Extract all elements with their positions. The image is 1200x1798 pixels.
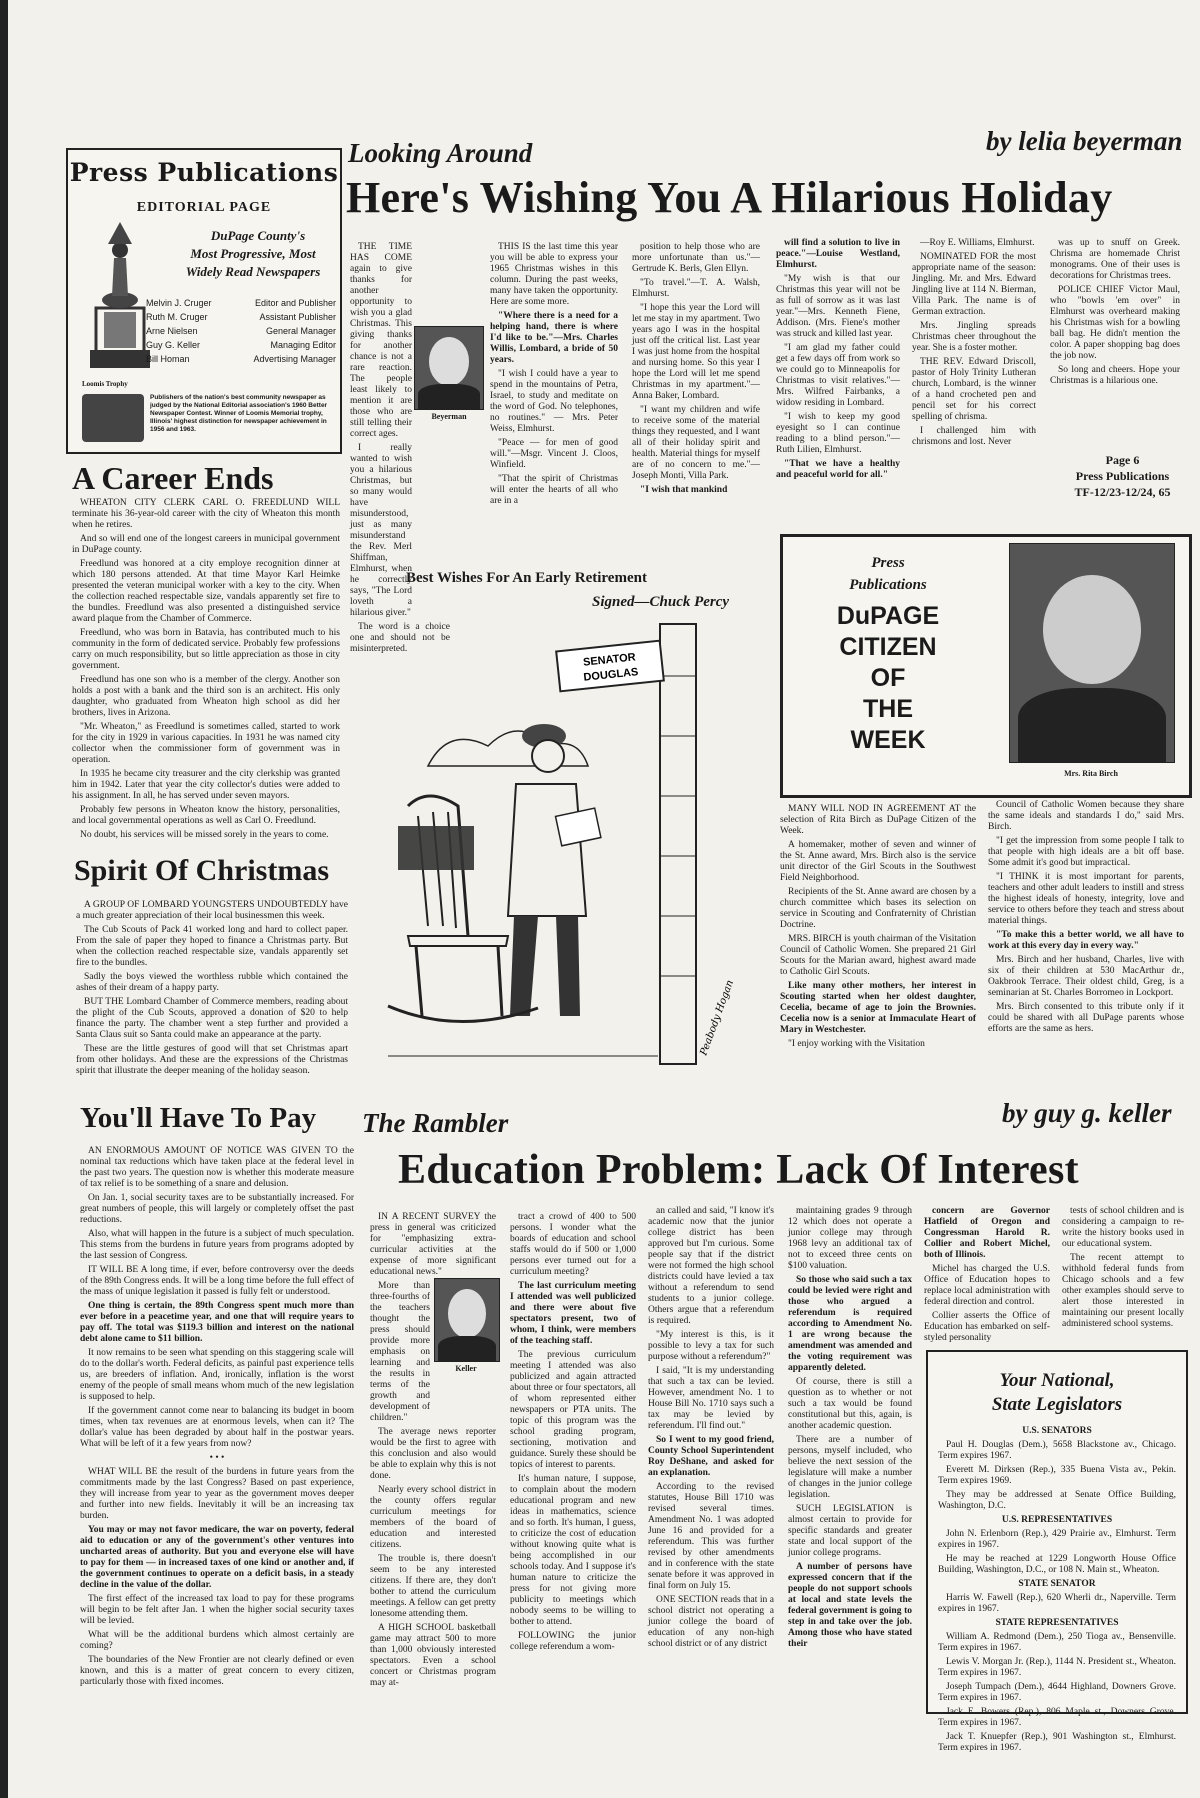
entry: Paul H. Douglas (Dem.), 5658 Blackstone av., Chicago. Term expires 1967.	[938, 1440, 1176, 1461]
paragraph: FOLLOWING the junior college referendum a wom-	[510, 1631, 636, 1652]
paragraph: "Mr. Wheaton," as Freedlund is sometimes called, started to work for the city in 1929 in various capacities. In 1931 he was named city collector when the commissioner form of government was in operation.	[72, 722, 340, 765]
paragraph: "That we have a healthy and peaceful world for all."	[776, 459, 900, 480]
paragraph: In 1935 he became city treasurer and the city clerkship was granted him in 1942. Later that year the city collector's duties were added to his assignment. In all, he has served under seven mayors.	[72, 769, 340, 801]
paragraph: A HIGH SCHOOL basketball game may attract 500 to more than 1,000 obviously interested spectators. Even a school concert or Christmas program may at-	[370, 1623, 496, 1688]
paragraph: "My interest is this, is it possible to levy a tax for such purpose without a referendum?"	[648, 1330, 774, 1362]
paragraph: A number of persons have expressed concern that if the people do not support schools at local and state levels the federal government is going to step in and take over the job. Among those who have stated their	[788, 1562, 912, 1649]
citizen-kicker-1: Press	[871, 555, 905, 571]
paragraph: Like many other mothers, her interest in Scouting started when her oldest daughter, Cecelia, became of age to join the Brownies. Cecelia now is a senior at Immaculate Heart of Mary in Westchester.	[780, 981, 976, 1035]
paragraph: These are the little gestures of good will that set Christmas apart from other holidays. And these are the expressions of the Christmas spirit that illustrate the deeper meaning of the holiday season.	[76, 1044, 348, 1076]
section-heading: STATE SENATOR	[1018, 1579, 1096, 1589]
paragraph: Michel has charged the U.S. Office of Education hopes to replace local administration with federal direction and control.	[924, 1264, 1050, 1307]
paragraph: It's human nature, I suppose, to complain about the modern educational program and new ideas in mathematics, science and so forth. It's human, I guess, to criticize the cost of education without knowing quite what is being accomplished in our schools today. And I suppose it's human nature to criticize the press for not giving more publicity to meetings which nobody seems to be willing to bother to attend.	[510, 1474, 636, 1627]
looking-col-4	[776, 238, 900, 554]
beyerman-photo	[414, 326, 484, 410]
paragraph: "I enjoy working with the Visitation	[788, 1039, 925, 1049]
entry: Jack T. Knuepfer (Rep.), 901 Washington st., Elmhurst. Term expires in 1967.	[938, 1732, 1176, 1753]
entry: John N. Erlenborn (Rep.), 429 Prairie av., Elmhurst. Term expires in 1967.	[938, 1529, 1176, 1550]
paragraph: Mrs. Birch and her husband, Charles, live with six of their children at 530 MacArthur dr., Oakbrook Terrace. Their oldest child, Greg, is a seminarian at St. Charles Borromeo in Lockport.	[988, 955, 1184, 998]
entry: Jack E. Bowers (Rep.), 806 Maple st., Downers Grove. Term expires in 1967.	[938, 1707, 1176, 1728]
pay-body	[80, 1146, 354, 1792]
paragraph: Council of Catholic Women because they share the same ideals and standards I do," said Mrs. Birch.	[988, 800, 1184, 832]
looking-col-3	[632, 242, 760, 554]
paragraph: MANY WILL NOD IN AGREEMENT AT the selection of Rita Birch as DuPage Citizen of the Week.	[780, 804, 976, 836]
keller-photo	[434, 1278, 500, 1362]
rambler-col-3	[648, 1206, 774, 1792]
paragraph: SUCH LEGISLATION is almost certain to provide for specific standards and greater state and local support of the junior college programs.	[788, 1504, 912, 1558]
rita-birch-photo	[1009, 543, 1175, 763]
staff-name: Ruth M. Cruger	[146, 312, 208, 322]
paragraph: "Where there is a need for a helping hand, there is where I'd like to be."—Mrs. Charles Willis, Lombard, a bride of 50 years.	[490, 311, 618, 365]
paragraph: Collier asserts the Office of Education has embarked on self-styled personality	[924, 1311, 1050, 1343]
cartoon-signed: Signed—Chuck Percy	[592, 594, 730, 610]
paragraph: The first effect of the increased tax load to pay for these programs will begin to be felt after Jan. 1 when the higher social security taxes will be levied.	[80, 1594, 354, 1626]
paragraph: So long and cheers. Hope your Christmas is a hilarious one.	[1050, 365, 1180, 386]
rambler-col-4	[788, 1206, 912, 1792]
citizen-title-line: WEEK	[850, 726, 926, 754]
spirit-headline: Spirit Of Christmas	[74, 854, 329, 887]
staff-role: Assistant Publisher	[259, 312, 336, 322]
entry: Lewis V. Morgan Jr. (Rep.), 1144 N. President st., Wheaton. Term expires in 1967.	[938, 1657, 1176, 1678]
paragraph: The previous curriculum meeting I attended was also publicized and again attracted about three or four spectators, all of whom represented either newspapers or PTA units. The topic of this program was the school grading program, sectioning, motivation and guidance. Surely these should be topics of interest to parents.	[510, 1350, 636, 1470]
citizen-title-line: DuPAGE	[836, 602, 940, 630]
pay-headline: You'll Have To Pay	[80, 1102, 317, 1134]
paragraph: "That the spirit of Christmas will enter the hearts of all who are in a	[490, 474, 618, 506]
paragraph: POLICE CHIEF Victor Maul, who "bowls 'em over" in Elmhurst was overheard making his Christmas wish for a bowling ball bag. He didn't mention the color. A paper shopping bag does the job now.	[1050, 285, 1180, 361]
paragraph: concern are Governor Hatfield of Oregon and Congressman Harold R. Collier and Robert Michel, both of Illinois.	[924, 1206, 1050, 1260]
paragraph: Nearly every school district in the county offers regular curriculum meetings for members of the board of education and interested citizens.	[370, 1485, 496, 1550]
paragraph: position to help those who are more unfortunate than us."—Gertrude K. Berls, Glen Ellyn.	[632, 242, 760, 274]
trophy-label: Loomis Trophy	[82, 380, 128, 388]
paragraph: THIS IS the last time this year you will be able to express your 1965 Christmas wishes in this column. During the past weeks, many have taken the opportunity. Here are some more.	[490, 242, 618, 307]
paragraph: THE TIME HAS COME again to give thanks for another opportunity to wish you a glad Christmas. This giving thanks for another chance is not a rare reaction. The people least likely to mention it are those who are still telling their correct ages.	[350, 242, 412, 439]
paragraph: IN A RECENT SURVEY the press in general was criticized for "emphasizing extra-curricular activities at the expense of more significant educational news."	[370, 1212, 496, 1277]
paragraph: Also, what will happen in the future is a subject of much speculation. This stems from the burdens in future years from programs adopted by the last session of Congress.	[80, 1229, 354, 1261]
rambler-col-5	[924, 1206, 1050, 1342]
paragraph: "My wish is that our Christmas this year will not be as full of sorrow as it was last year."—Mrs. Kenneth Fiene, Addison. (Mrs. Fiene's mother was struck and killed last year.	[776, 274, 900, 339]
photo-caption: Keller	[455, 1364, 477, 1373]
cartoon-sign-line-1: SENATOR	[582, 651, 637, 669]
looking-around-byline: by lelia beyerman	[986, 126, 1183, 156]
rambler-col-2	[510, 1212, 636, 1792]
legislators-list	[938, 1426, 1176, 1753]
citizen-col-2	[988, 800, 1184, 1086]
paragraph: "I wish that mankind	[640, 485, 728, 495]
rambler-headline: Education Problem: Lack Of Interest	[398, 1147, 1079, 1193]
page-edition: TF-12/23-12/24, 65	[1074, 485, 1171, 499]
paragraph: WHAT WILL BE the result of the burdens in future years from the commitments made by the last Congress? Based on past experience, they will increase from year to year as the government moves deeper and further into new fields. Inevitably it will be an increasing tax burden.	[80, 1467, 354, 1521]
paragraph: I said, "It is my understanding that such a tax can be levied. However, amendment No. 1 to House Bill No. 1710 says such a tax may be levied by referendum. I'll find out."	[648, 1366, 774, 1431]
paragraph: Mrs. Birch consented to this tribute only if it could be shared with all DuPage parents whose efforts are the same as hers.	[988, 1002, 1184, 1034]
paragraph: Mrs. Jingling spreads Christmas cheer throughout the year. She is a foster mother.	[912, 321, 1036, 353]
staff-name: Guy G. Keller	[146, 340, 201, 350]
paragraph: A GROUP OF LOMBARD YOUNGSTERS UNDOUBTEDLY have a much greater appreciation of their local businessmen this week.	[76, 900, 348, 921]
paragraph: The Cub Scouts of Pack 41 worked long and hard to collect paper. From the sale of paper they hoped to finance a Christmas party. But when the collection reached respectable size, vandals apparently set fire to the bundles.	[76, 925, 348, 968]
citizen-title-line: CITIZEN	[839, 633, 937, 661]
looking-col-5	[912, 238, 1036, 554]
section-heading: U.S. REPRESENTATIVES	[1001, 1515, 1113, 1525]
paragraph: And so will end one of the longest careers in municipal government in DuPage county.	[72, 534, 340, 555]
paragraph: Probably few persons in Wheaton know the history, personalities, and local governmental operations as well as Carl O. Freedlund.	[72, 805, 340, 826]
award-badge	[82, 394, 144, 442]
paragraph: The average news reporter would be the first to agree with this conclusion and also would be able to explain why this is not done.	[370, 1427, 496, 1481]
paragraph: tests of school children and is considering a campaign to re-write the history books used in our educational system.	[1062, 1206, 1184, 1249]
legislators-title-2: State Legislators	[991, 1394, 1123, 1415]
paragraph: IT WILL BE A long time, if ever, before controversy over the deeds of the 89th Congress ends. It will be a long time before the full effect of the mass of unique legislation it passed is fully felt or understood.	[80, 1265, 354, 1297]
paragraph: Sadly the boys viewed the worthless rubble which contained the ashes of their dream of a happy party.	[76, 972, 348, 993]
paragraph: The boundaries of the New Frontier are not clearly defined or even known, and this is a matter of great concern to every citizen, particularly those with fixed incomes.	[80, 1655, 354, 1687]
rambler-kicker: The Rambler	[362, 1108, 509, 1138]
paragraph: It now remains to be seen what spending on this staggering scale will do to the dollar's worth. Federal deficits, as painful past experience tells us, are breeders of inflation. And, ironically, inflation is the worst enemy of the people of small means whom much of the new legislation is supposed to help.	[80, 1348, 354, 1402]
legislators-box	[926, 1350, 1188, 1753]
paragraph: You may or may not favor medicare, the war on poverty, federal aid to education or any of the government's other ventures into uncharted areas of authority. But you and everyone else will have to pay for them — in increased taxes of one kind or another and, if the government continues to operate on a deficit basis, in a steady decline in the value of the dollar.	[80, 1525, 354, 1590]
entry: Harris W. Fawell (Rep.), 620 Wherli dr., Naperville. Term expires in 1967.	[938, 1593, 1176, 1614]
paragraph: an called and said, "I know it's academic now that the junior college district has been approved but I'm curious. Some people say that if the district were not formed the high school districts could have levied a tax without a referendum to send students to a junior college. Others argue that a referendum is required.	[648, 1206, 774, 1326]
paragraph: tract a crowd of 400 to 500 persons. I wonder what the boards of education and school staffs would do if 500 or 1,000 persons ever turned out for a curriculum meeting?	[510, 1212, 636, 1277]
page-number: Page 6	[1105, 453, 1140, 467]
citizen-title-line: OF	[870, 664, 906, 692]
looking-around-kicker: Looking Around	[348, 138, 533, 168]
paragraph: Recipients of the St. Anne award are chosen by a church committee which bases its selection on service in Scouting and Confraternity of Christian Doctrine.	[780, 887, 976, 930]
paragraph: THE REV. Edward Driscoll, pastor of Holy Trinity Lutheran church, Lombard, is the winner of a hand crocheted pen and pencil set for his correct spelling of chrisma.	[912, 357, 1036, 422]
paragraph: "I get the impression from some people I talk to that people with high ideals are a bit off base. Some admit it's good but impractical.	[988, 836, 1184, 868]
section-heading: U.S. SENATORS	[1022, 1426, 1092, 1436]
rambler-byline: by guy g. keller	[1002, 1098, 1172, 1128]
cartoon-sign-line-2: DOUGLAS	[582, 666, 639, 684]
photo-caption: Mrs. Rita Birch	[1064, 769, 1118, 778]
paragraph: "To make this a better world, we all have to work at this every day in every way."	[988, 930, 1184, 951]
masthead-name: Press Publications	[69, 158, 339, 187]
staff-name: Melvin J. Cruger	[146, 298, 212, 308]
paragraph: I really wanted to wish you a hilarious Christmas, but so many would have misunderstood, just as many misunderstand the Rev. Merl Shiffman, Elmhurst, when he correctly says, "The Lord loveth a hilarious giver."	[350, 443, 412, 618]
retirement-cartoon	[388, 616, 778, 1094]
page-info	[1060, 452, 1185, 500]
paragraph: Freedlund has one son who is a member of the clergy. Another son holds a post with a bank and the third son is an architect. His only daughter, who graduated from Wheaton high school as did her brothers, lives in Arizona.	[72, 675, 340, 718]
paragraph: "I am glad my father could get a few days off from work so we could go to Minneapolis for Christmas to visit relatives."—Mrs. Wilfred Fairbanks, a widow residing in Lombard.	[776, 343, 900, 408]
career-headline: A Career Ends	[72, 460, 274, 496]
page-paper: Press Publications	[1075, 469, 1170, 483]
paragraph: —Roy E. Williams, Elmhurst.	[920, 238, 1035, 248]
staff-role: Advertising Manager	[253, 354, 336, 364]
entry: Everett M. Dirksen (Rep.), 335 Buena Vista av., Pekin. Term expires 1969.	[938, 1465, 1176, 1486]
citizen-kicker-2: Publications	[849, 577, 927, 593]
paragraph: BUT THE Lombard Chamber of Commerce members, reading about the plight of the Cub Scouts, approved a donation of $20 to help finance the party. The chamber went a step further and provided a Santa Claus suit so Santa could make an appearance at the party.	[76, 997, 348, 1040]
paragraph: ONE SECTION reads that in a school district not operating a junior college the board of education of any non-high school district or of any district	[648, 1595, 774, 1649]
citizen-col-1	[780, 804, 976, 1086]
slogan-line-2: Most Progressive, Most	[190, 246, 316, 261]
looking-col-6	[1050, 238, 1180, 438]
staff-role: Editor and Publisher	[254, 298, 336, 308]
masthead-box	[66, 148, 342, 454]
paragraph: NOMINATED FOR the most appropriate name of the season: Jingling. Mr. and Mrs. Edward Jingling live at 114 N. Bierman, Villa Park. The name is of German extraction.	[912, 252, 1036, 317]
paragraph: According to the revised statutes, House Bill 1710 was revised several times. Amendment No. 1 was adopted June 16 and provided for a referendum. This was further revised by other amendments and in conference with the state senate before it was approved in final form on July 15.	[648, 1482, 774, 1591]
cartoon-caption: Best Wishes For An Early Retirement	[406, 570, 647, 586]
paragraph: "I THINK it is most important for parents, teachers and other adult leaders to instill and stress the highest ideals of honesty, integrity, love and service to others before they teach and stress about material things.	[988, 872, 1184, 926]
staff-list	[146, 298, 336, 368]
paragraph: Of course, there is still a question as to whether or not such a tax would be found constitutional but this, again, is another academic question.	[788, 1377, 912, 1431]
paragraph: More than three-fourths of the teachers thought the press should provide more emphasis on learning and the results in terms of the growth and development of children."	[370, 1281, 430, 1423]
paragraph: The word is a choice one and should not be misinterpreted.	[350, 622, 450, 654]
citizen-title-line: THE	[863, 695, 913, 723]
staff-role: General Manager	[265, 326, 336, 336]
paragraph: "I want my children and wife to receive some of the material things they requested, and I want all of their holiday spirit and health. Material things for myself are of no concern to me."—Joseph Monti, Villa Park.	[632, 405, 760, 481]
left-edge	[0, 0, 8, 1798]
photo-caption: Beyerman	[431, 412, 467, 421]
slogan-line-1: DuPage County's	[210, 228, 306, 243]
rambler-col-6	[1062, 1206, 1184, 1342]
paragraph: "To travel."—T. A. Walsh, Elmhurst.	[632, 278, 760, 299]
paragraph: "I hope this year the Lord will let me stay in my apartment. Two years ago I was in the hospital just off the critical list. Last year I was just home from the hospital and nursing home. So this year I hope the Lord will let me spend Christmas in my apartment."—Anna Baker, Lombard.	[632, 303, 760, 401]
paragraph: On Jan. 1, social security taxes are to be substantially increased. For great numbers of people, this will largely or completely offset the past reductions.	[80, 1193, 354, 1225]
paragraph: "I wish to keep my good eyesight so I can continue reading to a blind person."—Ruth Lilien, Elmhurst.	[776, 412, 900, 455]
slogan-line-3: Widely Read Newspapers	[185, 264, 321, 279]
masthead-section: EDITORIAL PAGE	[136, 200, 272, 215]
paragraph: Freedlund was honored at a city employe recognition dinner at which 180 persons attended. At that time Mayor Karl Heimke presented the veteran municipal worker with a key to the city. When the collection reached respectable size, vandals apparently set fire to the bundles. Freedlund was also presented a distinguished service award plaque from the Chamber of Commerce.	[72, 559, 340, 624]
paragraph: There are a number of persons, myself included, who believe the next session of the legislature will make a number of changes in the junior college legislation.	[788, 1435, 912, 1500]
staff-role: Managing Editor	[270, 340, 336, 350]
staff-name: Arne Nielsen	[146, 326, 198, 336]
paragraph: So those who said such a tax could be levied were right and those who argued a referendum is required according to Amendment No. 1 are wrong because the amendment was amended and the voting requirement was apparently deleted.	[788, 1275, 912, 1373]
citizen-box	[780, 534, 1192, 798]
paragraph: The recent attempt to withhold federal funds from Chicago schools and a few other examples should serve to alert those interested in maintaining our present locally administered school systems.	[1062, 1253, 1184, 1329]
paragraph: "I wish I could have a year to spend in the mountains of Petra, Israel, to study and meditate on the word of God. No telephones, no routines." — Mrs. Peter Weiss, Elmhurst.	[490, 369, 618, 434]
paragraph: If the government cannot come near to balancing its budget in boom times, when tax revenues are at enormous levels, when can it? The dollar's value has been degraded by about half in the postwar years. What will be left of it a few years from now?	[80, 1406, 354, 1449]
looking-col-2	[490, 242, 618, 554]
career-body	[72, 498, 340, 850]
entry: He may be reached at 1229 Longworth House Office Building, Washington, D.C., or 108 N. Main st., Wheaton.	[938, 1554, 1176, 1575]
citizen-title	[783, 601, 993, 756]
award-text: Publishers of the nation's best community newspaper as judged by the National Editorial association's 1960 Better Newspaper Contest. Winner of Loomis Memorial trophy, Illinois' highest distinction for newspaper achievement in 1956 and 1963.	[150, 394, 328, 433]
paragraph: maintaining grades 9 through 12 which does not operate a junior college may through 1968 levy an additional tax of not to exceed three cents on $100 valuation.	[788, 1206, 912, 1271]
entry: Joseph Tumpach (Dem.), 4644 Highland, Downers Grove. Term expires in 1967.	[938, 1682, 1176, 1703]
separator: • • •	[209, 1453, 225, 1463]
legislators-title-1: Your National,	[999, 1370, 1115, 1391]
entry: William A. Redmond (Dem.), 250 Tioga av., Bensenville. Term expires in 1967.	[938, 1632, 1176, 1653]
staff-name: Bill Homan	[146, 354, 190, 364]
paragraph: I challenged him with chrismons and lost. Never	[912, 426, 1036, 447]
looking-around-headline: Here's Wishing You A Hilarious Holiday	[346, 173, 1113, 222]
cartoon-artist: Peabody Hogan	[698, 978, 736, 1058]
paragraph: AN ENORMOUS AMOUNT OF NOTICE WAS GIVEN TO the nominal tax reductions which have taken place at the federal level in the past two years. The question now is whether this moderate measure of tax relief is to be something of a snare and delusion.	[80, 1146, 354, 1189]
paragraph: What will be the additional burdens which almost certainly are coming?	[80, 1630, 354, 1651]
paragraph: So I went to my good friend, County School Superintendent Roy DeShane, and asked for an explanation.	[648, 1435, 774, 1478]
spirit-body	[76, 900, 348, 1096]
paragraph: was up to snuff on Greek. Chrisma are homemade Christ monograms. One of their uses is decorations for Christmas trees.	[1050, 238, 1180, 281]
paragraph: No doubt, his services will be missed sorely in the years to come.	[80, 830, 329, 840]
entry: They may be addressed at Senate Office Building, Washington, D.C.	[938, 1490, 1176, 1511]
paragraph: The last curriculum meeting I attended was well publicized and there were about five spectators present, two of whom, I think, were members of the teaching staff.	[510, 1281, 636, 1346]
paragraph: A homemaker, mother of seven and winner of the St. Anne award, Mrs. Birch also is the service unit director of the Girl Scouts in the Southwest Field Neighborhood.	[780, 840, 976, 883]
paragraph: One thing is certain, the 89th Congress spent much more than ever before in a peacetime year, and one that will require years to pay off. The total was $119.3 billion and interest on the national debt alone came to $11 billion.	[80, 1301, 354, 1344]
paragraph: Freedlund, who was born in Batavia, has contributed much to his community in the form of dedicated service. Probably few professions carry on much responsibility, but so little appreciation as those in city government.	[72, 628, 340, 671]
paragraph: The trouble is, there doesn't seem to be any interested citizens. If there are, they don't bother to attend the curriculum meetings. A fellow can get pretty lonesome attending them.	[370, 1554, 496, 1619]
section-heading: STATE REPRESENTATIVES	[995, 1618, 1119, 1628]
paragraph: WHEATON CITY CLERK CARL O. FREEDLUND WILL terminate his 36-year-old career with the city of Wheaton this month when he retires.	[72, 498, 340, 530]
paragraph: will find a solution to live in peace."—Louise Westland, Elmhurst.	[776, 238, 900, 270]
paragraph: MRS. BIRCH is youth chairman of the Visitation Council of Catholic Women. She prepared 21 Girl Scouts for the Marian award, highest award made to Catholic Girl Scouts.	[780, 934, 976, 977]
paragraph: "Peace — for men of good will."—Msgr. Vincent J. Cloos, Winfield.	[490, 438, 618, 470]
